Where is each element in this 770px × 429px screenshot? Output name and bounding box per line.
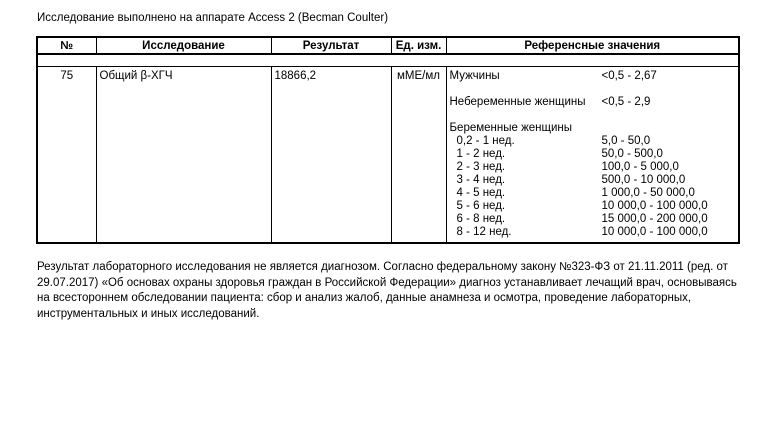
reference-row-week [450, 148, 736, 161]
reference-label: Небеременные женщины [449, 95, 586, 108]
reference-label: 8 - 12 нед. [456, 225, 512, 238]
reference-value: 500,0 - 10 000,0 [601, 173, 686, 186]
reference-pregnant-heading: Беременные женщины [449, 121, 573, 134]
reference-row-week [450, 135, 736, 148]
cell-test-number: 75 [37, 66, 96, 243]
reference-label: 4 - 5 нед. [456, 186, 506, 199]
reference-row-week [450, 200, 736, 213]
disclaimer-line: инструментальных и иных исследований. [37, 307, 260, 320]
reference-label: 5 - 6 нед. [456, 199, 506, 212]
cell-test-unit: мМЕ/мл [391, 66, 446, 243]
reference-row-men [450, 70, 736, 83]
reference-value: 5,0 - 50,0 [601, 134, 651, 147]
reference-label: 2 - 3 нед. [456, 160, 506, 173]
reference-label: 3 - 4 нед. [456, 173, 506, 186]
page-title: Исследование выполнено на аппарате Access 2 (Becman Coulter) [37, 12, 389, 24]
results-table [36, 36, 740, 244]
reference-value: <0,5 - 2,67 [601, 69, 657, 82]
reference-value: <0,5 - 2,9 [601, 95, 651, 108]
cell-test-name: Общий β-ХГЧ [96, 66, 271, 243]
disclaimer-line: Результат лабораторного исследования не является диагнозом. Согласно федеральному закону №323-ФЗ от 21.11.2011 (ред. от [37, 261, 728, 273]
disclaimer-text [37, 260, 749, 322]
reference-label: 1 - 2 нед. [456, 147, 506, 160]
reference-value: 15 000,0 - 200 000,0 [601, 212, 708, 225]
reference-row-week [450, 174, 736, 187]
reference-row-week [450, 161, 736, 174]
reference-gap [450, 83, 736, 96]
column-header-unit: Ед. изм. [391, 37, 446, 54]
cell-test-result: 18866,2 [271, 66, 391, 243]
column-header-test: Исследование [96, 37, 271, 54]
reference-row-nonpregnant [450, 96, 736, 109]
reference-value: 10 000,0 - 100 000,0 [601, 199, 708, 212]
reference-row-week [450, 226, 736, 239]
column-header-num: № [37, 37, 96, 54]
disclaimer-line: на всестороннем обследовании пациента: сбор и анализ жалоб, данные анамнеза и осмотра, проведение лабораторных, [37, 292, 692, 304]
reference-label: 0,2 - 1 нед. [456, 134, 515, 147]
cell-reference-values [446, 66, 739, 243]
table-row [37, 66, 739, 243]
column-header-reference: Референсные значения [446, 37, 739, 54]
reference-row-week [450, 213, 736, 226]
reference-value: 50,0 - 500,0 [601, 147, 663, 160]
reference-gap [450, 109, 736, 122]
reference-label: 6 - 8 нед. [456, 212, 506, 225]
reference-row-week [450, 187, 736, 200]
disclaimer-line: 29.07.2017) «Об основах охраны здоровья граждан в Российской Федерации» диагноз устанавливает лечащий врач, основываясь [37, 276, 737, 289]
reference-value: 1 000,0 - 50 000,0 [601, 186, 695, 199]
table-header-row [37, 37, 739, 54]
column-header-result: Результат [271, 37, 391, 54]
spacer-cell [37, 54, 739, 66]
reference-value: 10 000,0 - 100 000,0 [601, 225, 708, 238]
reference-value: 100,0 - 5 000,0 [601, 160, 679, 173]
table-spacer-row [37, 54, 739, 66]
reference-label: Мужчины [449, 69, 500, 82]
